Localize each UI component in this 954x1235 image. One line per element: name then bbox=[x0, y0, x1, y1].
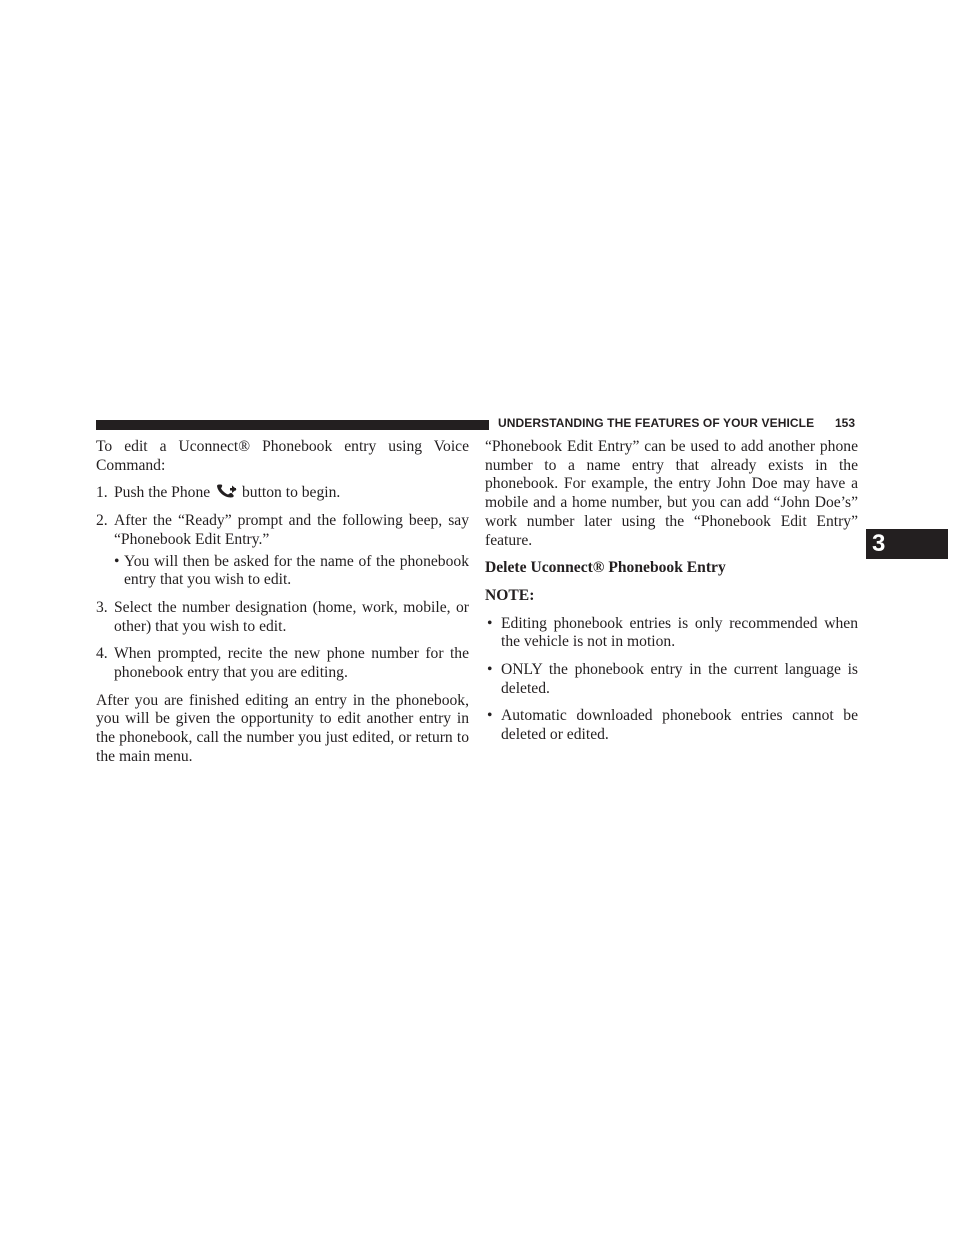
bullet-marker: • bbox=[114, 552, 120, 570]
step-text-before-icon: Push the Phone bbox=[114, 484, 211, 502]
step-4 bbox=[96, 645, 469, 682]
bullet-text: ONLY the phonebook entry in the current language is deleted. bbox=[501, 661, 858, 697]
step-1 bbox=[96, 484, 469, 503]
note-bullet bbox=[485, 615, 858, 652]
step-2-subbullet bbox=[96, 553, 469, 590]
intro-paragraph: To edit a Uconnect® Phonebook entry using Voice Command: bbox=[96, 438, 469, 474]
note-label: NOTE: bbox=[485, 586, 535, 604]
closing-paragraph: After you are finished editing an entry in the phonebook, you will be given the opportunity to edit another entry in the phonebook, call the number you just edited, or return to the main menu. bbox=[96, 691, 469, 765]
phone-icon bbox=[215, 484, 237, 498]
step-number: 4. bbox=[96, 645, 108, 663]
bullet-marker: • bbox=[487, 707, 493, 725]
step-2 bbox=[96, 512, 469, 549]
running-header-title: UNDERSTANDING THE FEATURES OF YOUR VEHICLE bbox=[498, 416, 815, 430]
bullet-marker: • bbox=[487, 614, 493, 632]
section-heading: Delete Uconnect® Phonebook Entry bbox=[485, 559, 726, 577]
right-column bbox=[485, 438, 858, 745]
bullet-marker: • bbox=[487, 661, 493, 679]
note-bullet bbox=[485, 707, 858, 744]
left-column bbox=[96, 438, 469, 767]
subbullet-text: You will then be asked for the name of the phonebook entry that you wish to edit. bbox=[124, 552, 469, 589]
step-number: 1. bbox=[96, 484, 108, 502]
bullet-text: Automatic downloaded phonebook entries cannot be deleted or edited. bbox=[501, 707, 858, 744]
note-bullet bbox=[485, 661, 858, 698]
header-rule bbox=[96, 420, 489, 430]
page-number: 153 bbox=[835, 416, 856, 430]
step-3 bbox=[96, 599, 469, 636]
feature-paragraph: “Phonebook Edit Entry” can be used to add another phone number to a name entry that already exists in the phonebook. For example, the entry John Doe may have a mobile and a home number, but you can add “John Doe’s” work number later using the “Phonebook Edit Entry” feature. bbox=[485, 438, 858, 549]
step-number: 3. bbox=[96, 598, 108, 616]
step-text-after-icon: button to begin. bbox=[241, 484, 341, 502]
step-text: After the “Ready” prompt and the following beep, say “Phonebook Edit Entry.” bbox=[114, 512, 469, 548]
bullet-text: Editing phonebook entries is only recommended when the vehicle is not in motion. bbox=[501, 614, 858, 651]
step-text: When prompted, recite the new phone number for the phonebook entry that you are editing. bbox=[114, 645, 469, 682]
step-number: 2. bbox=[96, 512, 108, 530]
chapter-tab: 3 bbox=[866, 529, 948, 559]
step-text: Select the number designation (home, work, mobile, or other) that you wish to edit. bbox=[114, 598, 469, 635]
